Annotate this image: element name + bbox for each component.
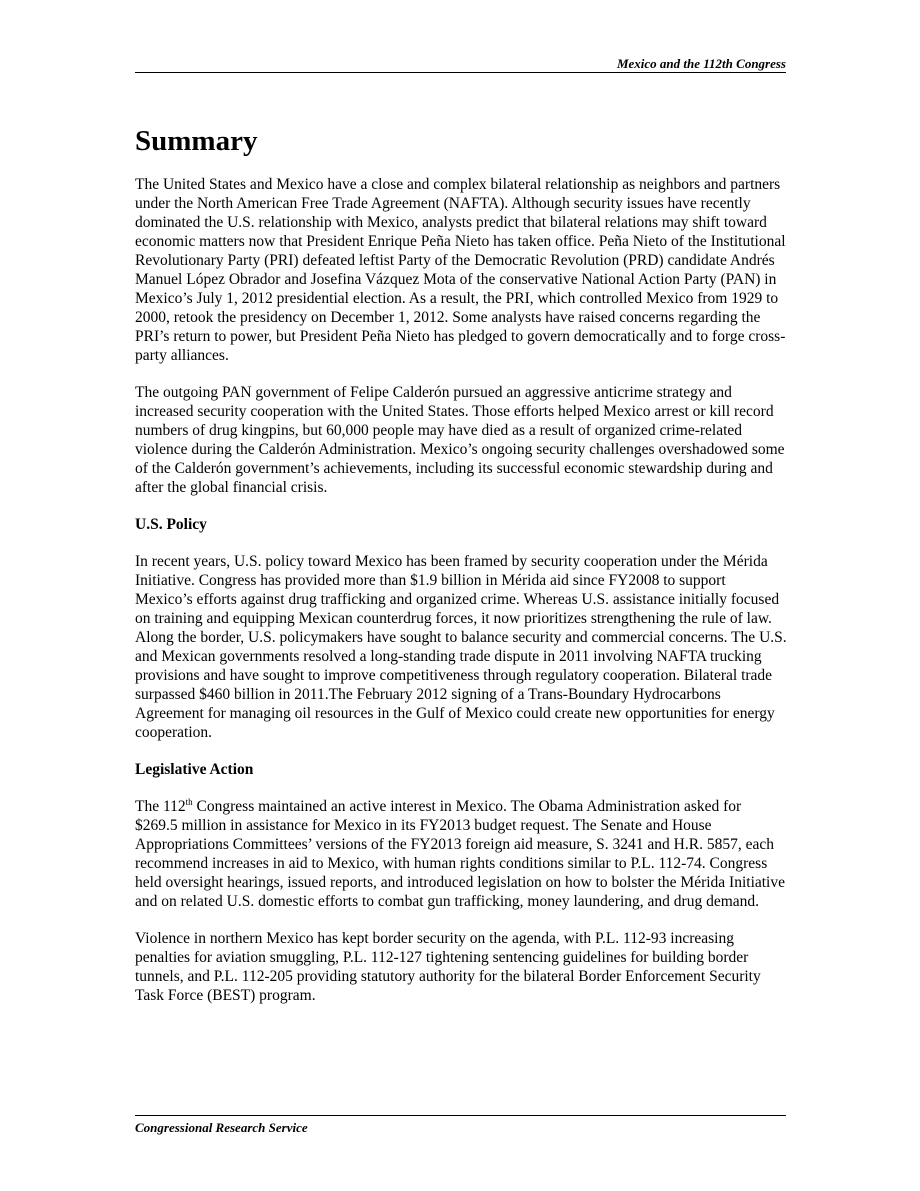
paragraph-border-security: Violence in northern Mexico has kept border security on the agenda, with P.L. 112-93 increasing penalties for aviation smuggling, P.L. 112-127 tightening sentencing guidelines for building border tunnels, and P.L. 112-205 providing statutory authority for the bilateral Border Enforcement Security Task Force (BEST) program. (135, 930, 761, 1004)
paragraph-us-policy: In recent years, U.S. policy toward Mexico has been framed by security cooperation under the Mérida Initiative. Congress has provided more than $1.9 billion in Mérida aid since FY2008 to support Mexico’s efforts against drug trafficking and organized crime. Whereas U.S. assistance initially focused on training and equipping Mexican counterdrug forces, it now prioritizes strengthening the rule of law. Along the border, U.S. policymakers have sought to balance security and commercial concerns. The U.S. and Mexican governments resolved a long-standing trade dispute in 2011 involving NAFTA trucking provisions and have sought to improve competitiveness through regulatory cooperation. Bilateral trade surpassed $460 billion in 2011.The February 2012 signing of a Trans-Boundary Hydrocarbons Agreement for managing oil resources in the Gulf of Mexico could create new opportunities for energy cooperation. (135, 553, 787, 741)
header-rule (135, 72, 786, 73)
footer-rule (135, 1115, 786, 1116)
paragraph-rest: Congress maintained an active interest in Mexico. The Obama Administration asked for $269.5 million in assistance for Mexico in its FY2013 budget request. The Senate and House Appropriations Committees’ versions of the FY2013 foreign aid measure, S. 3241 and H.R. 5857, each recommend increases in aid to Mexico, with human rights conditions similar to P.L. 112-74. Congress held oversight hearings, issued reports, and introduced legislation on how to bolster the Mérida Initiative and on related U.S. domestic efforts to combat gun trafficking, money laundering, and drug demand. (135, 798, 785, 910)
footer-source: Congressional Research Service (135, 1120, 308, 1135)
paragraph-overview: The United States and Mexico have a close and complex bilateral relationship as neighbors and partners under the North American Free Trade Agreement (NAFTA). Although security issues have recently dominated the U.S. relationship with Mexico, analysts predict that bilateral relations may shift toward economic matters now that President Enrique Peña Nieto has taken office. Peña Nieto of the Institutional Revolutionary Party (PRI) defeated leftist Party of the Democratic Revolution (PRD) candidate Andrés Manuel López Obrador and Josefina Vázquez Mota of the conservative National Action Party (PAN) in Mexico’s July 1, 2012 presidential election. As a result, the PRI, which controlled Mexico from 1929 to 2000, retook the presidency on December 1, 2012. Some analysts have raised concerns regarding the PRI’s return to power, but President Peña Nieto has pledged to govern democratically and to forge cross-party alliances. (135, 176, 786, 364)
paragraph-legislative-action (135, 797, 787, 911)
page-title: Summary (135, 125, 258, 157)
heading-us-policy: U.S. Policy (135, 516, 207, 533)
document-body (135, 175, 787, 1023)
running-header: Mexico and the 112th Congress (616, 56, 786, 71)
heading-legislative-action: Legislative Action (135, 761, 254, 778)
paragraph-calderon: The outgoing PAN government of Felipe Calderón pursued an aggressive anticrime strategy and increased security cooperation with the United States. Those efforts helped Mexico arrest or kill record numbers of drug kingpins, but 60,000 people may have died as a result of organized crime-related violence during the Calderón Administration. Mexico’s ongoing security challenges overshadowed some of the Calderón government’s achievements, including its successful economic stewardship during and after the global financial crisis. (135, 384, 785, 496)
ordinal-superscript: th (185, 796, 193, 807)
paragraph-start: The 112 (135, 798, 186, 815)
